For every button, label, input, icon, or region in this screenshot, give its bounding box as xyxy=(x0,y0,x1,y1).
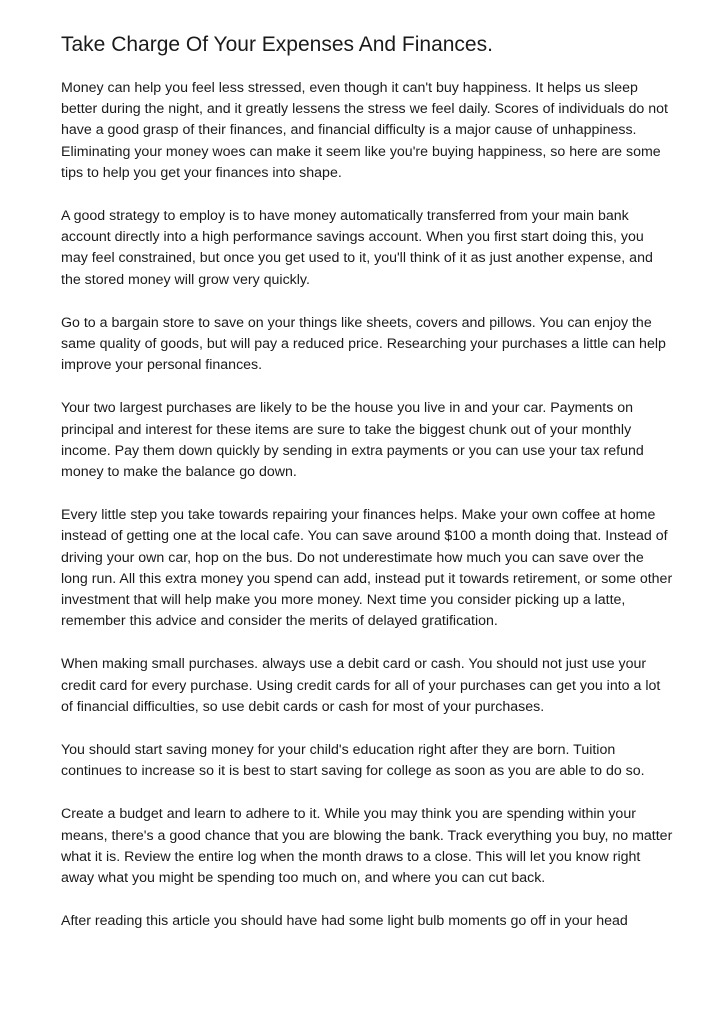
paragraph-savings-transfer: A good strategy to employ is to have money automatically transferred from your main bank account directly into a high performance savings account. When you first start doing this, you may feel constrained, but once you get used to it, you'll think of it as just another expense, and the stored money will grow very quickly. xyxy=(61,208,653,288)
document-title: Take Charge Of Your Expenses And Finances. xyxy=(61,33,493,56)
paragraph-largest-purchases: Your two largest purchases are likely to be the house you live in and your car. Payments on principal and interest for these items are sure to take the biggest chunk out of your monthly income. Pay them down quickly by sending in extra payments or you can use your tax refund money to make the balance go down. xyxy=(61,400,644,481)
paragraph-small-purchases: When making small purchases. always use a debit card or cash. You should not just use your credit card for every purchase. Using credit cards for all of your purchases can get you into a lot of financial difficulties, so use debit cards or cash for most of your purchases. xyxy=(61,656,661,715)
paragraph-bargain-store: Go to a bargain store to save on your things like sheets, covers and pillows. You can enjoy the same quality of goods, but will pay a reduced price. Researching your purchases a little can help improve your personal finances. xyxy=(61,314,666,374)
document-page xyxy=(61,32,673,933)
paragraph-education-savings: You should start saving money for your child's education right after they are born. Tuition continues to increase so it is best to start saving for college as soon as you are able to do so. xyxy=(61,742,645,780)
paragraph-budget: Create a budget and learn to adhere to it. While you may think you are spending within your means, there's a good chance that you are blowing the bank. Track everything you buy, no matter what it is. Review the entire log when the month draws to a close. This will let you know right away what you might be spending too much on, and where you can cut back. xyxy=(61,806,673,887)
paragraph-little-steps: Every little step you take towards repairing your finances helps. Make your own coffee at home instead of getting one at the local cafe. You can save around $100 a month doing that. Instead of driving your own car, hop on the bus. Do not underestimate how much you can save over the long run. All this extra money you spend can add, instead put it towards retirement, or some other investment that will help make you more money. Next time you consider picking up a latte, remember this advice and consider the merits of delayed gratification. xyxy=(61,507,673,630)
paragraph-closing: After reading this article you should have had some light bulb moments go off in your head xyxy=(61,913,628,930)
paragraph-intro: Money can help you feel less stressed, even though it can't buy happiness. It helps us sleep better during the night, and it greatly lessens the stress we feel daily. Scores of individuals do not have a good grasp of their finances, and financial difficulty is a major cause of unhappiness. Eliminating your money woes can make it seem like you're buying happiness, so here are some tips to help you get your finances into shape. xyxy=(61,80,668,181)
